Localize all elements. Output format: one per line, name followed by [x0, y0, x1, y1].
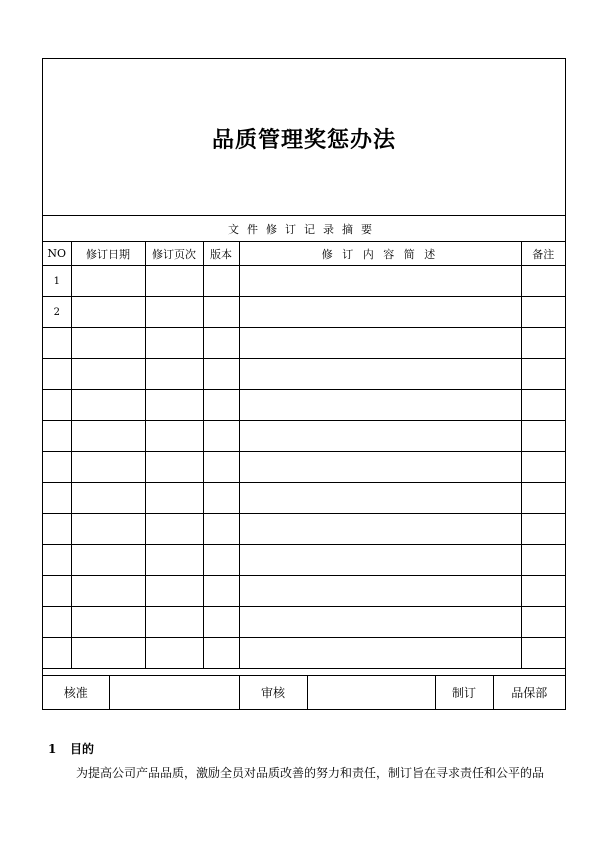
- table-cell[interactable]: [71, 359, 145, 390]
- table-cell[interactable]: [71, 483, 145, 514]
- body-paragraph: 为提高公司产品品质，激励全员对品质改善的努力和责任，制订旨在寻求责任和公平的品: [76, 766, 545, 780]
- table-cell[interactable]: [203, 421, 239, 452]
- table-cell[interactable]: [203, 514, 239, 545]
- row-number-cell: [43, 576, 71, 607]
- table-row: [43, 483, 565, 514]
- table-cell[interactable]: [521, 607, 565, 638]
- table-row: [43, 452, 565, 483]
- row-number-cell: [43, 328, 71, 359]
- table-cell[interactable]: [145, 452, 203, 483]
- table-cell[interactable]: [71, 390, 145, 421]
- table-cell[interactable]: [71, 297, 145, 328]
- table-cell[interactable]: [239, 359, 521, 390]
- table-cell[interactable]: [203, 452, 239, 483]
- table-cell[interactable]: [145, 266, 203, 297]
- row-number-cell: [43, 545, 71, 576]
- table-cell[interactable]: [145, 297, 203, 328]
- table-cell[interactable]: [521, 514, 565, 545]
- table-cell[interactable]: [145, 483, 203, 514]
- table-cell[interactable]: [203, 297, 239, 328]
- table-caption: 文件修订记录摘要: [43, 216, 565, 242]
- table-cell[interactable]: [145, 607, 203, 638]
- table-cell[interactable]: [203, 390, 239, 421]
- table-cell[interactable]: [239, 328, 521, 359]
- table-cell[interactable]: [521, 483, 565, 514]
- table-cell[interactable]: [203, 328, 239, 359]
- header-no: NO: [43, 242, 71, 266]
- table-cell[interactable]: [239, 545, 521, 576]
- header-revision-pages: 修订页次: [145, 242, 203, 266]
- table-row: [43, 297, 565, 328]
- table-cell[interactable]: [521, 266, 565, 297]
- row-number-cell: [43, 514, 71, 545]
- table-cell[interactable]: [71, 452, 145, 483]
- row-number-cell: 2: [43, 297, 71, 328]
- table-cell[interactable]: [239, 483, 521, 514]
- table-cell[interactable]: [71, 545, 145, 576]
- table-cell[interactable]: [203, 638, 239, 669]
- section-heading: [48, 740, 94, 757]
- header-revision-summary: 修 订 内 容 简 述: [239, 242, 521, 266]
- document-title: 品质管理奖惩办法: [211, 127, 396, 153]
- table-cell[interactable]: [521, 328, 565, 359]
- approve-field[interactable]: [109, 676, 239, 710]
- table-cell[interactable]: [239, 266, 521, 297]
- approve-label: 核准: [43, 676, 109, 710]
- table-cell[interactable]: [71, 638, 145, 669]
- table-cell[interactable]: [203, 576, 239, 607]
- section-number: 1: [48, 742, 57, 756]
- revision-record-table: [43, 215, 565, 669]
- table-cell[interactable]: [521, 452, 565, 483]
- review-label: 审核: [239, 676, 307, 710]
- table-cell[interactable]: [145, 359, 203, 390]
- table-cell[interactable]: [203, 359, 239, 390]
- table-cell[interactable]: [239, 638, 521, 669]
- table-cell[interactable]: [145, 390, 203, 421]
- table-cell[interactable]: [71, 607, 145, 638]
- review-field[interactable]: [307, 676, 435, 710]
- table-cell[interactable]: [239, 390, 521, 421]
- table-cell[interactable]: [145, 328, 203, 359]
- table-row: [43, 545, 565, 576]
- row-number-cell: [43, 452, 71, 483]
- signoff-table: [43, 675, 565, 709]
- table-row: [43, 607, 565, 638]
- table-row: [43, 390, 565, 421]
- table-cell[interactable]: [239, 576, 521, 607]
- table-row: [43, 638, 565, 669]
- row-number-cell: 1: [43, 266, 71, 297]
- header-version: 版本: [203, 242, 239, 266]
- header-remarks: 备注: [521, 242, 565, 266]
- table-cell[interactable]: [521, 421, 565, 452]
- table-cell[interactable]: [145, 514, 203, 545]
- table-cell[interactable]: [203, 266, 239, 297]
- table-cell[interactable]: [239, 452, 521, 483]
- table-cell[interactable]: [71, 576, 145, 607]
- table-cell[interactable]: [203, 483, 239, 514]
- prepare-department: 品保部: [493, 676, 565, 710]
- row-number-cell: [43, 483, 71, 514]
- row-number-cell: [43, 607, 71, 638]
- document-frame: [42, 58, 566, 710]
- table-cell[interactable]: [145, 638, 203, 669]
- table-cell[interactable]: [239, 514, 521, 545]
- table-cell[interactable]: [239, 297, 521, 328]
- table-row: [43, 359, 565, 390]
- table-cell[interactable]: [203, 607, 239, 638]
- table-row: [43, 421, 565, 452]
- row-number-cell: [43, 359, 71, 390]
- table-cell[interactable]: [71, 328, 145, 359]
- table-cell[interactable]: [521, 297, 565, 328]
- section-title: 目的: [70, 742, 95, 756]
- table-cell[interactable]: [71, 421, 145, 452]
- prepare-label: 制订: [435, 676, 493, 710]
- table-cell[interactable]: [71, 266, 145, 297]
- table-row: [43, 514, 565, 545]
- table-cell[interactable]: [521, 359, 565, 390]
- table-row: [43, 328, 565, 359]
- table-cell[interactable]: [203, 545, 239, 576]
- table-cell[interactable]: [521, 390, 565, 421]
- table-row: [43, 266, 565, 297]
- table-row: [43, 576, 565, 607]
- table-cell[interactable]: [145, 545, 203, 576]
- table-cell[interactable]: [71, 514, 145, 545]
- header-revision-date: 修订日期: [71, 242, 145, 266]
- row-number-cell: [43, 638, 71, 669]
- table-cell[interactable]: [145, 576, 203, 607]
- row-number-cell: [43, 421, 71, 452]
- table-cell[interactable]: [239, 421, 521, 452]
- table-cell[interactable]: [239, 607, 521, 638]
- table-cell[interactable]: [145, 421, 203, 452]
- table-cell[interactable]: [521, 545, 565, 576]
- row-number-cell: [43, 390, 71, 421]
- table-cell[interactable]: [521, 638, 565, 669]
- table-cell[interactable]: [521, 576, 565, 607]
